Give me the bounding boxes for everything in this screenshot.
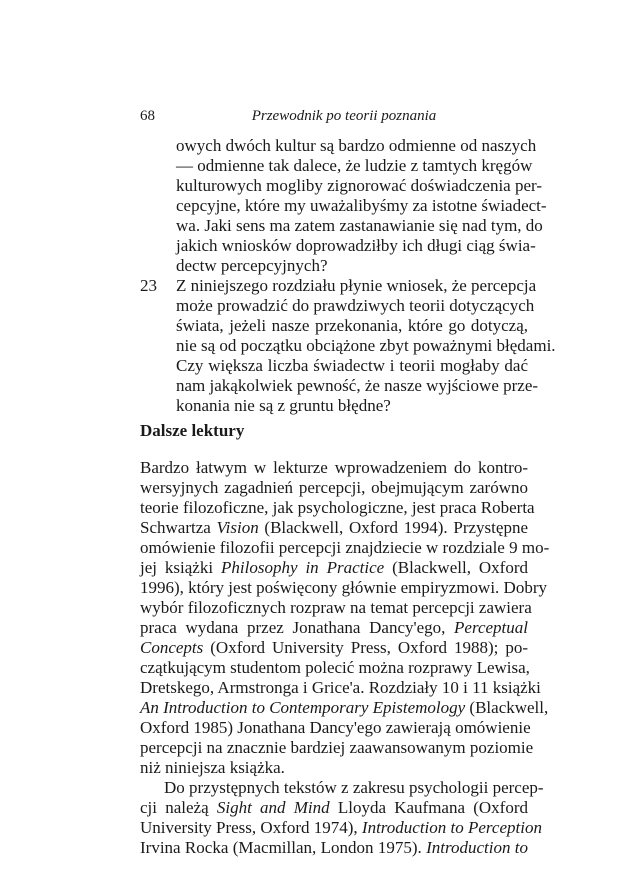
text-line: dectw percepcyjnych?: [176, 256, 328, 275]
text-line: konania nie są z gruntu błędne?: [176, 396, 391, 415]
text-line: [140, 518, 528, 538]
text-line: wersyjnych zagadnień percepcji, obejmującym zarówno: [140, 478, 528, 497]
book-title-italic: Introduction to: [426, 838, 529, 857]
text-line: [140, 818, 542, 838]
text-line: [140, 618, 528, 638]
book-title-italic: Perceptual: [454, 618, 528, 637]
text-line: nie są od początku obciążone zbyt poważnymi błędami.: [176, 336, 556, 355]
text-line: kulturowych mogliby zignorować doświadczenia per-: [176, 176, 542, 195]
text-line: Bardzo łatwym w lekturze wprowadzeniem do kontro-: [140, 458, 528, 477]
book-title-italic: Sight and Mind: [216, 798, 330, 817]
book-title-italic: An Introduction to Contemporary Epistemology: [140, 698, 466, 717]
text-line: Dretskego, Armstronga i Grice'a. Rozdziały 10 i 11 książki: [140, 678, 541, 697]
book-title-italic: Vision: [216, 518, 259, 537]
book-title-italic: Introduction to Perception: [361, 818, 542, 837]
text-line: Do przystępnych tekstów z zakresu psychologii percep-: [164, 778, 544, 797]
section-heading: Dalsze lektury: [140, 421, 245, 440]
text-line: może prowadzić do prawdziwych teorii dotyczących: [176, 296, 535, 315]
text-line: teorie filozoficzne, jak psychologiczne, jest praca Roberta: [140, 498, 535, 517]
text-span: praca wydana przez Jonathana Dancy'ego,: [140, 618, 455, 637]
text-line: jakich wniosków doprowadziłby ich długi ciąg świa-: [176, 236, 536, 255]
text-span: (Blackwell,: [465, 698, 549, 717]
text-span: Lloyda Kaufmana (Oxford: [329, 798, 528, 817]
text-line: nam jakąkolwiek pewność, że nasze wyjściowe prze-: [176, 376, 539, 395]
text-line: omówienie filozofii percepcji znajdziecie w rozdziale 9 mo-: [140, 538, 550, 557]
text-line: 1996), który jest poświęcony głównie empiryzmowi. Dobry: [140, 578, 547, 597]
text-span: Schwartza: [140, 518, 217, 537]
text-line: wa. Jaki sens ma zatem zastanawianie się nad tym, do: [176, 216, 543, 235]
text-line: percepcji na znacznie bardziej zaawansowanym poziomie: [140, 738, 534, 757]
text-span: jej książki: [140, 558, 222, 577]
text-span: (Blackwell, Oxford 1994). Przystępne: [258, 518, 528, 537]
text-span: University Press, Oxford 1974),: [140, 818, 362, 837]
text-line: owych dwóch kultur są bardzo odmienne od naszych: [176, 136, 537, 155]
running-title: Przewodnik po teorii poznania: [251, 108, 437, 124]
text-line: Z niniejszego rozdziału płynie wniosek, że percepcja: [176, 276, 537, 295]
text-line: Oxford 1985) Jonathana Dancy'ego zawierają omówienie: [140, 718, 531, 737]
text-line: [140, 558, 528, 578]
text-span: (Blackwell, Oxford: [384, 558, 528, 577]
question-number: 23: [140, 276, 157, 295]
text-line: [140, 698, 549, 718]
running-header: [140, 108, 528, 128]
text-line: czątkującym studentom polecić można rozprawy Lewisa,: [140, 658, 530, 677]
text-line: świata, jeżeli nasze przekonania, które go dotyczą,: [176, 316, 528, 335]
text-span: cji należą: [140, 798, 217, 817]
text-line: niż niniejsza książka.: [140, 758, 285, 777]
text-line: wybór filozoficznych rozpraw na temat percepcji zawiera: [140, 598, 532, 617]
text-line: [140, 838, 528, 858]
text-span: Irvina Rocka (Macmillan, London 1975).: [140, 838, 427, 857]
book-title-italic: Concepts: [140, 638, 204, 657]
text-line: [140, 798, 528, 818]
text-span: (Oxford University Press, Oxford 1988); po-: [203, 638, 528, 657]
text-line: [140, 638, 528, 658]
text-line: — odmienne tak dalece, że ludzie z tamtych kręgów: [176, 156, 533, 175]
book-title-italic: Philosophy in Practice: [221, 558, 385, 577]
text-line: cepcyjne, które my uważalibyśmy za istotne świadect-: [176, 196, 547, 215]
text-line: Czy większa liczba świadectw i teorii mogłaby dać: [176, 356, 528, 375]
page-number: 68: [140, 108, 155, 124]
